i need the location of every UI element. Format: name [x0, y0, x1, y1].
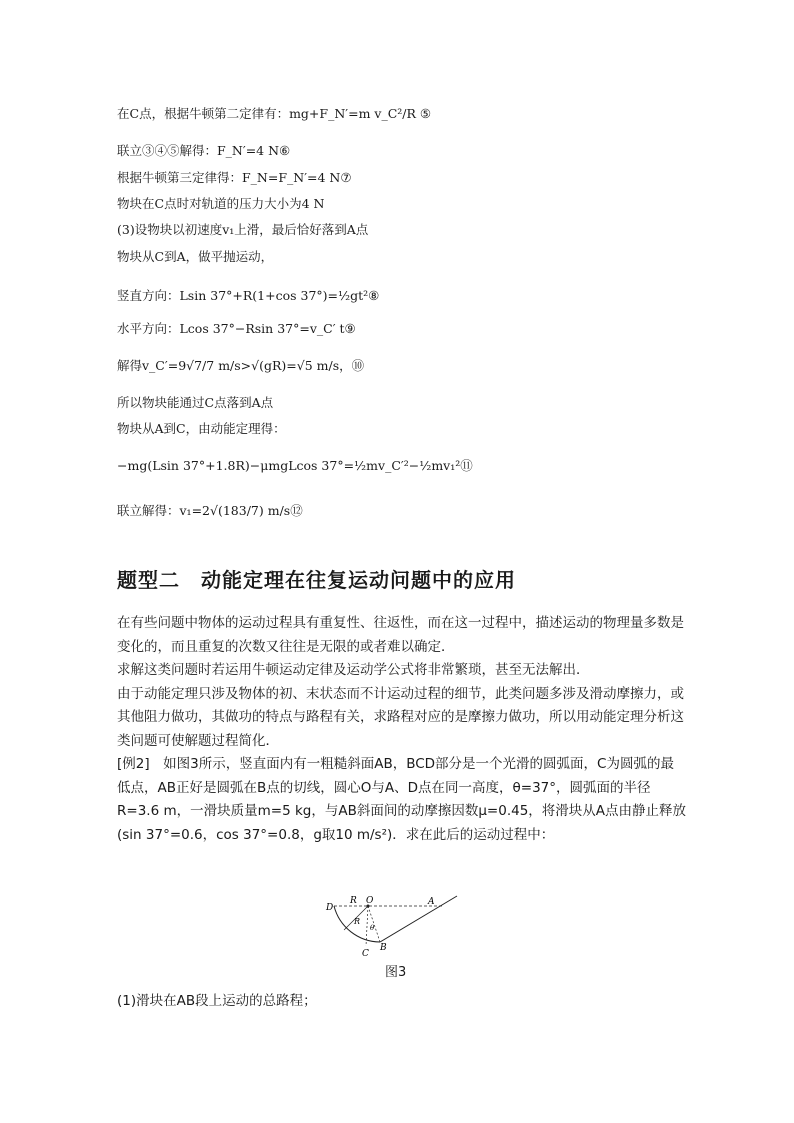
- section-title: 题型二 动能定理在往复运动问题中的应用: [117, 568, 516, 592]
- solution-line: 在C点，根据牛顿第二定律有：mg+F_N′=m v_C²/R ⑤: [117, 106, 432, 121]
- solution-line: 解得v_C′=9√7/7 m/s>√(gR)=√5 m/s，⑩: [117, 358, 365, 373]
- solution-line: 物块从A到C，由动能定理得：: [117, 421, 286, 436]
- solution-line: 物块从C到A，做平抛运动，: [117, 249, 274, 264]
- solution-line: 联立③④⑤解得：F_N′=4 N⑥: [117, 143, 291, 158]
- question-text: (1)滑块在AB段上运动的总路程；: [117, 993, 317, 1009]
- solution-line: 水平方向：Lcos 37°−Rsin 37°=v_C′ t⑨: [117, 321, 356, 336]
- figure-caption: 图3: [385, 965, 407, 980]
- example-paragraph: [例2] 如图3所示，竖直面内有一粗糙斜面AB，BCD部分是一个光滑的圆弧面，C为圆弧的最低点，AB正好是圆弧在B点的切线，圆心O与A、D点在同一高度，θ=37°，圆弧面的半径R=3.6 m，一滑块质量m=5 kg，与AB斜面间的动摩擦因数μ=0.45，将滑块从A点由静止释放(sin 37°=0.6，cos 37°=0.8，g取10 m/s²)．求在此后的运动过程中：: [117, 756, 687, 843]
- solution-line: 根据牛顿第三定律得：F_N=F_N′=4 N⑦: [117, 170, 352, 185]
- solution-line: 联立解得：v₁=2√(183/7) m/s⑫: [117, 503, 303, 518]
- label-C: C: [362, 949, 369, 959]
- solution-line: (3)设物块以初速度v₁上滑，最后恰好落到A点: [117, 222, 369, 237]
- solution-line: 物块在C点时对轨道的压力大小为4 N: [117, 196, 325, 211]
- solution-line: 竖直方向：Lsin 37°+R(1+cos 37°)=½gt²⑧: [117, 288, 380, 303]
- intro-paragraph: 求解这类问题时若运用牛顿运动定律及运动学公式将非常繁琐，甚至无法解出．: [117, 662, 590, 678]
- label-R: R: [350, 896, 357, 906]
- label-R: R: [354, 917, 361, 926]
- label-theta: θ: [370, 924, 375, 932]
- intro-paragraph: 由于动能定理只涉及物体的初、末状态而不计运动过程的细节，此类问题多涉及滑动摩擦力，或其他阻力做功，其做功的特点与路程有关，求路程对应的是摩擦力做功，所以用动能定理分析这类问题可使解题过程简化．: [117, 685, 684, 749]
- label-O: O: [366, 896, 374, 906]
- label-D: D: [326, 903, 334, 913]
- label-B: B: [380, 943, 387, 953]
- figure-diagram: [320, 892, 480, 962]
- intro-text: [117, 612, 687, 847]
- label-A: A: [428, 897, 435, 907]
- solution-line: 所以物块能通过C点落到A点: [117, 395, 274, 410]
- intro-paragraph: 在有些问题中物体的运动过程具有重复性、往返性，而在这一过程中，描述运动的物理量多数是变化的，而且重复的次数又往往是无限的或者难以确定．: [117, 615, 684, 655]
- solution-line: −mg(Lsin 37°+1.8R)−μmgLcos 37°=½mv_C′²−½mv₁²⑪: [117, 458, 473, 473]
